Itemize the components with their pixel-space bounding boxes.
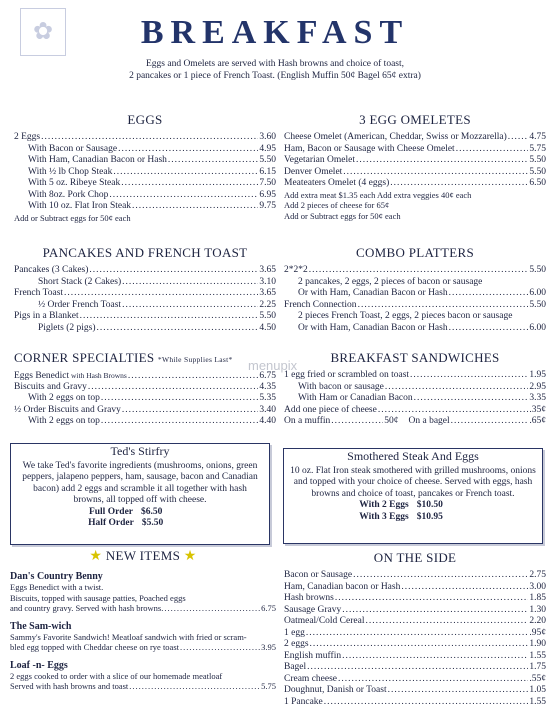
pancake-item-price: 3.65: [259, 265, 276, 275]
side-item-name: 1 Pancake: [284, 696, 323, 707]
page-title: BREAKFAST: [140, 14, 410, 51]
side-item-price: 1.90: [529, 639, 546, 649]
omelet-item: [284, 155, 546, 167]
eggs-heading: EGGS: [127, 112, 163, 127]
intro-line-1: Eggs and Omelets are served with Hash browns and choice of toast,: [145, 59, 404, 69]
corner-item: [14, 405, 276, 417]
omelet-note: Add extra meat $1.35 each Add extra veggies 40¢ each: [284, 189, 472, 200]
eggs-note: Add or Subtract eggs for 50¢ each: [14, 212, 131, 223]
new-items-list: [10, 571, 276, 693]
corner-item: [14, 416, 276, 428]
side-item-price: 1.55: [529, 696, 546, 707]
dot-leader: [414, 393, 529, 405]
dot-leader: [113, 167, 258, 179]
side-item-name: Cream cheese: [284, 673, 338, 684]
egg-item-name: With Ham, Canadian Bacon or Hash: [28, 155, 167, 165]
corner-item-price: 5.35: [259, 393, 276, 403]
sandwich-item-price: 3.35: [529, 393, 546, 403]
smothered-title: Smothered Steak And Eggs: [347, 449, 479, 463]
egg-item: [14, 178, 276, 190]
dot-leader: [180, 642, 260, 653]
side-item-price: 1.75: [529, 662, 546, 672]
combo-item-price: 6.00: [529, 288, 546, 298]
side-list: [284, 570, 546, 708]
combo-item: [284, 300, 546, 312]
dot-leader: [385, 382, 528, 394]
teds-desc: We take Ted's favorite ingredients (mushrooms, onions, green peppers, jalapeno peppers, ham, sausage, bacon and Canadian bacon) add 2 eggs and scramble it all together with hash browns, all topped off with cheese.: [22, 460, 258, 505]
combo-item-price: 5.50: [529, 299, 546, 310]
side-item: [284, 662, 546, 674]
teds-half-label: Half Order: [88, 518, 134, 528]
teds-title: Ted's Stirfry: [110, 444, 170, 458]
side-item: [284, 674, 546, 686]
side-item-price: 2.75: [529, 570, 546, 580]
dot-leader: [410, 370, 528, 382]
corner-item-price: 6.75: [259, 371, 276, 381]
corner-heading: CORNER SPECIALTIES: [14, 350, 155, 365]
new-item-title: Loaf -n- Eggs: [10, 659, 68, 671]
sandwich-item: [284, 393, 546, 405]
smothered-with3-row: [284, 512, 542, 524]
omelet-item-name: Ham, Bacon or Sausage with Cheese Omelet: [284, 143, 455, 154]
side-item-price: 1.30: [529, 604, 546, 615]
side-item: [284, 616, 546, 628]
pancake-item-price: 5.50: [259, 311, 276, 321]
sandwich-item-name: With Ham or Canadian Bacon: [298, 393, 413, 403]
dot-leader: [358, 300, 529, 312]
dot-leader: [449, 323, 529, 335]
side-item-name: Bagel: [284, 662, 307, 672]
dot-leader: [88, 382, 259, 394]
dot-leader: [365, 616, 528, 628]
teds-full-label: Full Order: [88, 506, 134, 517]
dot-leader: [122, 300, 258, 312]
new-item-title: Dan's Country Benny: [10, 571, 103, 582]
egg-item-price: 9.75: [259, 201, 276, 211]
dot-leader: [121, 178, 258, 190]
side-item: [284, 651, 546, 663]
egg-item: [14, 132, 276, 144]
teds-half-row: [11, 518, 269, 530]
dot-leader: [64, 288, 258, 300]
dot-leader: [343, 167, 528, 179]
side-item-name: Sausage Gravy: [284, 604, 342, 615]
new-item-desc: and country gravy. Served with hash browns.: [10, 603, 164, 613]
sandwiches-section: [284, 350, 546, 428]
side-item: [284, 697, 546, 709]
new-item-desc: Eggs Benedict with a twist.: [10, 582, 104, 592]
sandwich-item: [284, 382, 546, 394]
side-item: [284, 582, 546, 594]
star-icon: ★: [89, 549, 103, 564]
corner-item-name: With 2 eggs on top: [28, 393, 100, 403]
combo-item-name: Or with Ham, Canadian Bacon or Hash: [298, 288, 448, 298]
pancake-item-name: Pancakes (3 Cakes): [14, 265, 89, 275]
smothered-desc: 10 oz. Flat Iron steak smothered with grilled mushrooms, onions and topped with your choice of cheese. Served with eggs, hash browns and choice of toast, pancakes or French toast.: [290, 465, 536, 499]
bagel-price: .65¢: [529, 416, 546, 426]
dot-leader: [41, 132, 258, 144]
dot-leader: [164, 603, 260, 614]
omelet-item-price: 5.50: [529, 155, 546, 165]
new-items-heading-row: [10, 548, 276, 565]
corner-item-sub: with Hash Browns: [69, 371, 127, 380]
dot-leader: [97, 323, 259, 335]
side-item: [284, 605, 546, 617]
pancake-item-name: Short Stack (2 Cakes): [38, 276, 122, 287]
new-item-price: 3.95: [261, 642, 276, 652]
dot-leader: [401, 582, 528, 594]
new-item-desc-row: [10, 681, 276, 693]
dot-leader: [353, 570, 528, 582]
smothered-with3-price: $10.95: [416, 511, 443, 522]
smothered-with3-label: With 3 Eggs: [359, 511, 409, 522]
side-item-price: 1.85: [529, 593, 546, 603]
sandwich-item: [284, 405, 546, 417]
dot-leader: [129, 681, 260, 692]
dot-leader: [132, 201, 258, 213]
omelet-item: [284, 167, 546, 179]
intro-text: [60, 58, 490, 82]
omelets-section: [284, 112, 546, 221]
dot-leader: [335, 593, 529, 605]
egg-item-price: 5.50: [259, 155, 276, 165]
dot-leader: [122, 277, 258, 289]
pancake-item: [14, 288, 276, 300]
watermark: menupix: [248, 358, 298, 373]
pancake-item-name: French Toast: [14, 288, 64, 298]
sandwich-item: [284, 370, 546, 382]
side-item-price: 3.00: [529, 581, 546, 592]
pancake-item: [14, 311, 276, 323]
omelet-item-name: Denver Omelet: [284, 166, 343, 177]
omelet-item-name: Vegetarian Omelet: [284, 155, 355, 165]
corner-item-price: 4.35: [259, 381, 276, 392]
combo-item-price: 6.00: [529, 322, 546, 333]
combo-item-name: 2 pieces French Toast, 2 eggs, 2 pieces bacon or sausage: [298, 311, 513, 321]
dot-leader: [342, 651, 528, 663]
egg-item: [14, 201, 276, 213]
side-item-name: Oatmeal/Cold Cereal: [284, 616, 365, 626]
pancake-item: [14, 277, 276, 289]
dot-leader: [388, 685, 529, 697]
dot-leader: [118, 144, 258, 156]
combo-item: [284, 277, 546, 289]
dot-leader: [101, 393, 258, 405]
corner-subheading: *While Supplies Last*: [157, 355, 233, 364]
combo-section: [284, 245, 546, 334]
sandwich-item-price: .35¢: [529, 404, 546, 415]
pancakes-heading: PANCAKES AND FRENCH TOAST: [42, 245, 248, 260]
new-item-title: The Sam-wich: [10, 620, 72, 632]
new-items-heading: NEW ITEMS: [105, 548, 181, 563]
side-item-name: 2 eggs: [284, 639, 309, 649]
omelet-item-price: 5.75: [529, 143, 546, 154]
sandwiches-heading: BREAKFAST SANDWICHES: [330, 350, 500, 365]
dot-leader: [168, 155, 258, 167]
muffin-price: 50¢: [384, 416, 399, 426]
corner-item: [14, 370, 276, 382]
side-item: [284, 639, 546, 651]
egg-item-name: With 5 oz. Ribeye Steak: [28, 178, 121, 188]
dot-leader: [342, 605, 528, 617]
omelet-item: [284, 144, 546, 156]
corner-item-name: With 2 eggs on top: [28, 416, 100, 426]
side-item-price: .55¢: [529, 673, 546, 684]
omelet-item: [284, 132, 546, 144]
dot-leader: [101, 416, 258, 428]
combo-item-name: Or with Ham, Canadian Bacon or Hash: [298, 322, 448, 333]
corner-item-price: 4.40: [259, 416, 276, 426]
combo-item: [284, 311, 546, 323]
new-item-desc-row: [10, 603, 276, 615]
corner-section: [14, 350, 276, 428]
side-item: [284, 593, 546, 605]
omelet-note: Add or Subtract eggs for 50¢ each: [284, 210, 401, 221]
egg-item-name: With Bacon or Sausage: [28, 143, 118, 154]
egg-item-name: With 8oz. Pork Chop: [28, 189, 109, 200]
omelet-item: [284, 178, 546, 190]
corner-item-price: 3.40: [259, 404, 276, 415]
pancake-item-price: 2.25: [259, 299, 276, 310]
dot-leader: [309, 265, 529, 277]
combo-item: [284, 265, 546, 277]
new-item-desc: 2 eggs cooked to order with a slice of our homemade meatloaf: [10, 670, 223, 681]
pancake-item-name: Piglets (2 pigs): [38, 322, 96, 333]
pancake-item-name: Pigs in a Blanket: [14, 311, 79, 321]
bagel-label: On a bagel: [408, 416, 450, 426]
new-item-desc: Served with hash browns and toast: [10, 681, 129, 691]
omelet-note: Add 2 pieces of cheese for 65¢: [284, 200, 390, 210]
side-item-price: 1.55: [529, 650, 546, 661]
egg-item-name: With 10 oz. Flat Iron Steak: [28, 201, 132, 211]
dot-leader: [324, 697, 529, 709]
side-item-name: Hash browns: [284, 593, 334, 603]
new-item-price: 6.75: [261, 603, 276, 613]
side-item: [284, 685, 546, 697]
omelets-notes: [284, 190, 546, 222]
side-item: [284, 570, 546, 582]
dot-leader: [307, 662, 528, 674]
new-items-section: [10, 548, 276, 693]
smothered-with2-price: $10.50: [416, 500, 443, 510]
dot-leader: [109, 190, 258, 202]
egg-item: [14, 155, 276, 167]
muffin-label: On a muffin: [284, 416, 331, 426]
egg-item-name: With ½ lb Chop Steak: [28, 166, 113, 177]
pancake-item-price: 3.10: [259, 276, 276, 287]
smothered-with2-row: [284, 500, 542, 512]
dot-leader: [306, 628, 529, 640]
sandwich-list: [284, 370, 546, 416]
dot-leader: [310, 639, 529, 651]
corner-item-name: ½ Order Biscuits and Gravy: [14, 404, 121, 415]
pancake-item-name: ½ Order French Toast: [38, 299, 122, 310]
egg-item-price: 4.95: [259, 143, 276, 154]
pancake-item: [14, 300, 276, 312]
dot-leader: [390, 178, 528, 190]
combo-item-name: 2 pancakes, 2 eggs, 2 pieces of bacon or sausage: [298, 276, 483, 287]
egg-item-price: 7.50: [259, 178, 276, 188]
pancake-item-price: 3.65: [259, 288, 276, 298]
pancake-item: [14, 265, 276, 277]
dot-leader: [80, 311, 259, 323]
pancakes-section: [14, 245, 276, 334]
combo-item-price: 5.50: [529, 265, 546, 275]
omelet-item-price: 4.75: [529, 132, 546, 142]
egg-item-price: 6.95: [259, 189, 276, 200]
dot-leader: [508, 132, 529, 144]
side-section: [284, 550, 546, 708]
side-item-price: 2.20: [529, 616, 546, 626]
omelet-item-price: 5.50: [529, 166, 546, 177]
sandwich-item-name: Add one piece of cheese: [284, 404, 377, 415]
combo-item-name: French Connection: [284, 299, 357, 310]
teds-full-price: $6.50: [141, 506, 163, 517]
omelet-item-name: Cheese Omelet (American, Cheddar, Swiss or Mozzarella): [284, 132, 507, 142]
smothered-with2-label: With 2 Eggs: [359, 500, 409, 510]
pancakes-list: [14, 265, 276, 334]
logo-stamp: ✿: [20, 8, 66, 56]
dot-leader: [378, 405, 529, 417]
omelets-list: [284, 132, 546, 190]
dot-leader: [449, 288, 529, 300]
new-item-desc: Sammy's Favorite Sandwich! Meatloaf sandwich with fried or scram-: [10, 631, 247, 642]
sandwich-item-price: 1.95: [529, 370, 546, 380]
corner-item: [14, 393, 276, 405]
side-item-name: Doughnut, Danish or Toast: [284, 685, 387, 695]
side-item-name: Ham, Canadian bacon or Hash: [284, 581, 401, 592]
side-item-price: 1.05: [529, 685, 546, 695]
side-heading: ON THE SIDE: [373, 550, 457, 565]
egg-item: [14, 167, 276, 179]
combo-heading: COMBO PLATTERS: [356, 245, 474, 260]
egg-item: [14, 144, 276, 156]
pancake-item: [14, 323, 276, 335]
combo-list: [284, 265, 546, 334]
omelet-item-name: Meateaters Omelet (4 eggs): [284, 178, 390, 188]
side-item-name: English muffin: [284, 650, 342, 661]
corner-list: [14, 370, 276, 428]
dot-leader: [456, 144, 529, 156]
new-item-desc-row: [10, 642, 276, 654]
teds-full-row: [11, 507, 269, 519]
corner-item-name: Eggs Benedict with Hash Browns: [14, 371, 127, 381]
dot-leader: [89, 265, 258, 277]
side-item-name: 1 egg: [284, 627, 305, 638]
corner-item: [14, 382, 276, 394]
egg-item-price: 3.60: [259, 132, 276, 142]
muffin-bagel-row: [284, 416, 546, 428]
sandwich-item-name: With bacon or sausage: [298, 381, 384, 392]
corner-heading-row: [14, 350, 276, 366]
dot-leader: [356, 155, 528, 167]
egg-item: [14, 190, 276, 202]
teds-half-price: $5.50: [141, 518, 164, 528]
combo-item: [284, 323, 546, 335]
sandwich-item-name: 1 egg fried or scrambled on toast: [284, 370, 410, 380]
new-item-price: 5.75: [261, 681, 276, 691]
combo-item-name: 2*2*2: [284, 265, 308, 275]
side-item-price: .95¢: [529, 627, 546, 638]
intro-line-2: 2 pancakes or 1 piece of French Toast. (English Muffin 50¢ Bagel 65¢ extra): [129, 71, 421, 81]
pancake-item-price: 4.50: [259, 322, 276, 333]
dot-leader: [338, 674, 528, 686]
omelets-heading: 3 EGG OMELETES: [359, 112, 471, 127]
corner-item-name: Biscuits and Gravy: [14, 381, 87, 392]
egg-item-name: 2 Eggs: [14, 132, 41, 142]
new-item-desc: Biscuits, topped with sausage patties, Poached eggs: [10, 592, 186, 603]
combo-item: [284, 288, 546, 300]
side-item-name: Bacon or Sausage: [284, 570, 353, 580]
egg-item-price: 6.15: [259, 166, 276, 177]
omelet-item-price: 6.50: [529, 178, 546, 188]
dot-leader: [122, 405, 259, 417]
star-icon: ★: [183, 549, 197, 564]
eggs-list: [14, 132, 276, 213]
teds-stirfry-box: [10, 443, 270, 545]
sandwich-item-price: 2.95: [529, 381, 546, 392]
smothered-steak-box: [283, 448, 543, 544]
new-item-desc: bled egg topped with Cheddar cheese on rye toast: [10, 642, 180, 652]
eggs-section: [14, 112, 276, 223]
side-item: [284, 628, 546, 640]
